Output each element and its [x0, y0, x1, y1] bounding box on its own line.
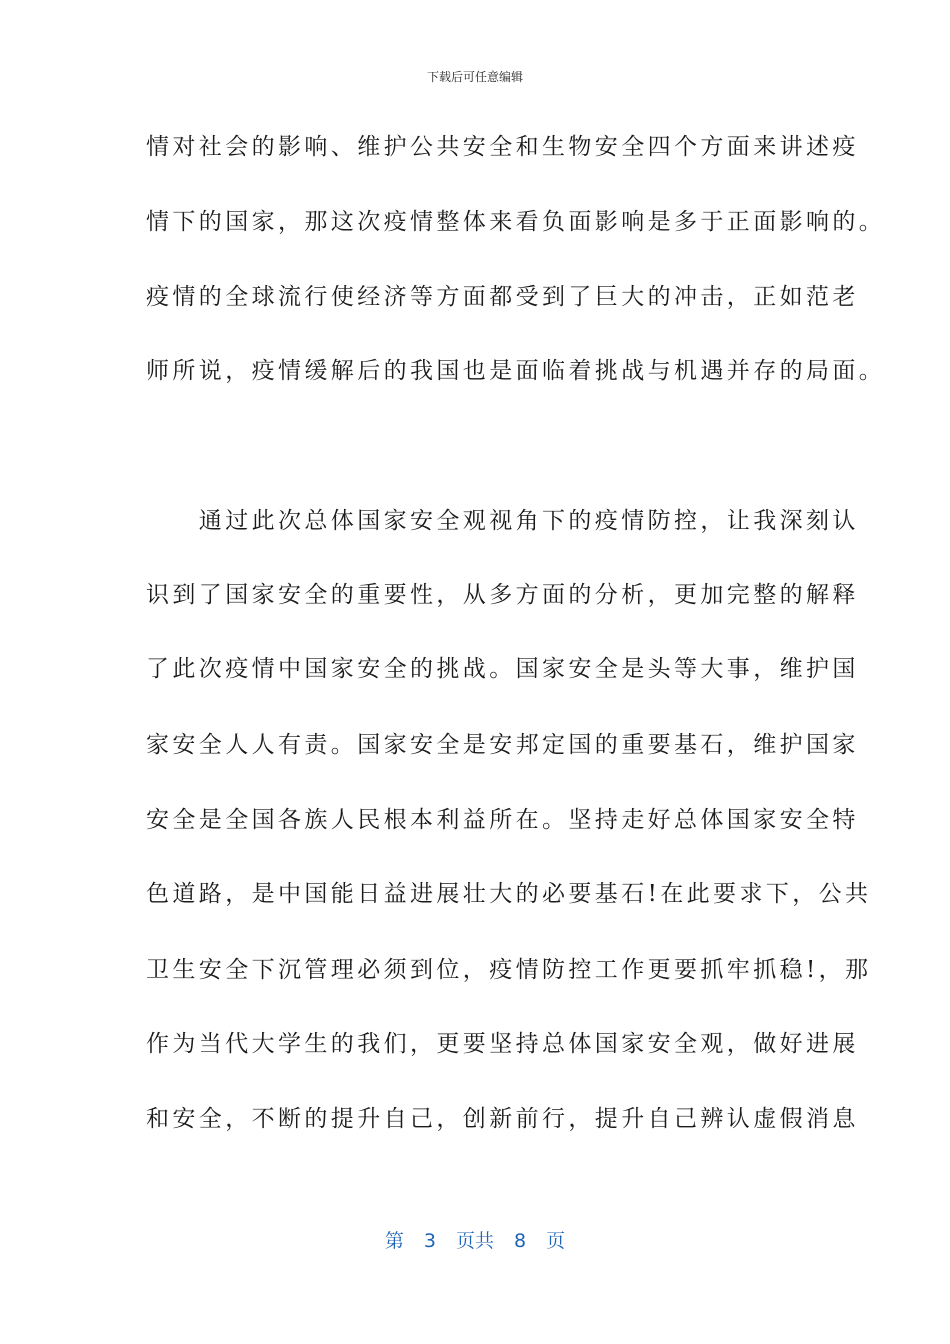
paragraph2-line-7: 卫生安全下沉管理必须到位，疫情防控工作更要抓牢抓稳!，那 [146, 957, 872, 983]
footer-suffix: 页 [546, 1230, 566, 1252]
footer-prefix: 第 [384, 1230, 404, 1252]
paragraph1-line-3: 疫情的全球流行使经济等方面都受到了巨大的冲击，正如范老 [146, 284, 859, 310]
current-page-number: 3 [423, 1230, 436, 1252]
page-header: 下载后可任意编辑 [426, 70, 523, 84]
paragraph2-line-9: 和安全，不断的提升自己，创新前行，提升自己辨认虚假消息 [146, 1106, 859, 1132]
paragraph1-line-2: 情下的国家，那这次疫情整体来看负面影响是多于正面影响的。 [146, 209, 886, 235]
paragraph2-line-4: 家安全人人有责。国家安全是安邦定国的重要基石，维护国家 [146, 732, 859, 758]
paragraph2-line-5: 安全是全国各族人民根本利益所在。坚持走好总体国家安全特 [146, 807, 859, 833]
paragraph2-line-6: 色道路，是中国能日益进展壮大的必要基石!在此要求下，公共 [146, 881, 872, 907]
paragraph1-line-4: 师所说，疫情缓解后的我国也是面临着挑战与机遇并存的局面。 [146, 358, 886, 384]
footer-middle: 页共 [455, 1230, 494, 1252]
page-footer [0, 1226, 950, 1253]
paragraph1-line-1: 情对社会的影响、维护公共安全和生物安全四个方面来讲述疫 [146, 134, 859, 160]
paragraph2-line-8: 作为当代大学生的我们，更要坚持总体国家安全观，做好进展 [146, 1031, 859, 1057]
total-pages-number: 8 [514, 1230, 527, 1252]
paragraph2-line-3: 了此次疫情中国家安全的挑战。国家安全是头等大事，维护国 [146, 656, 859, 682]
paragraph2-line-1: 通过此次总体国家安全观视角下的疫情防控，让我深刻认 [146, 508, 859, 534]
paragraph2-line-2: 识到了国家安全的重要性，从多方面的分析，更加完整的解释 [146, 582, 859, 608]
